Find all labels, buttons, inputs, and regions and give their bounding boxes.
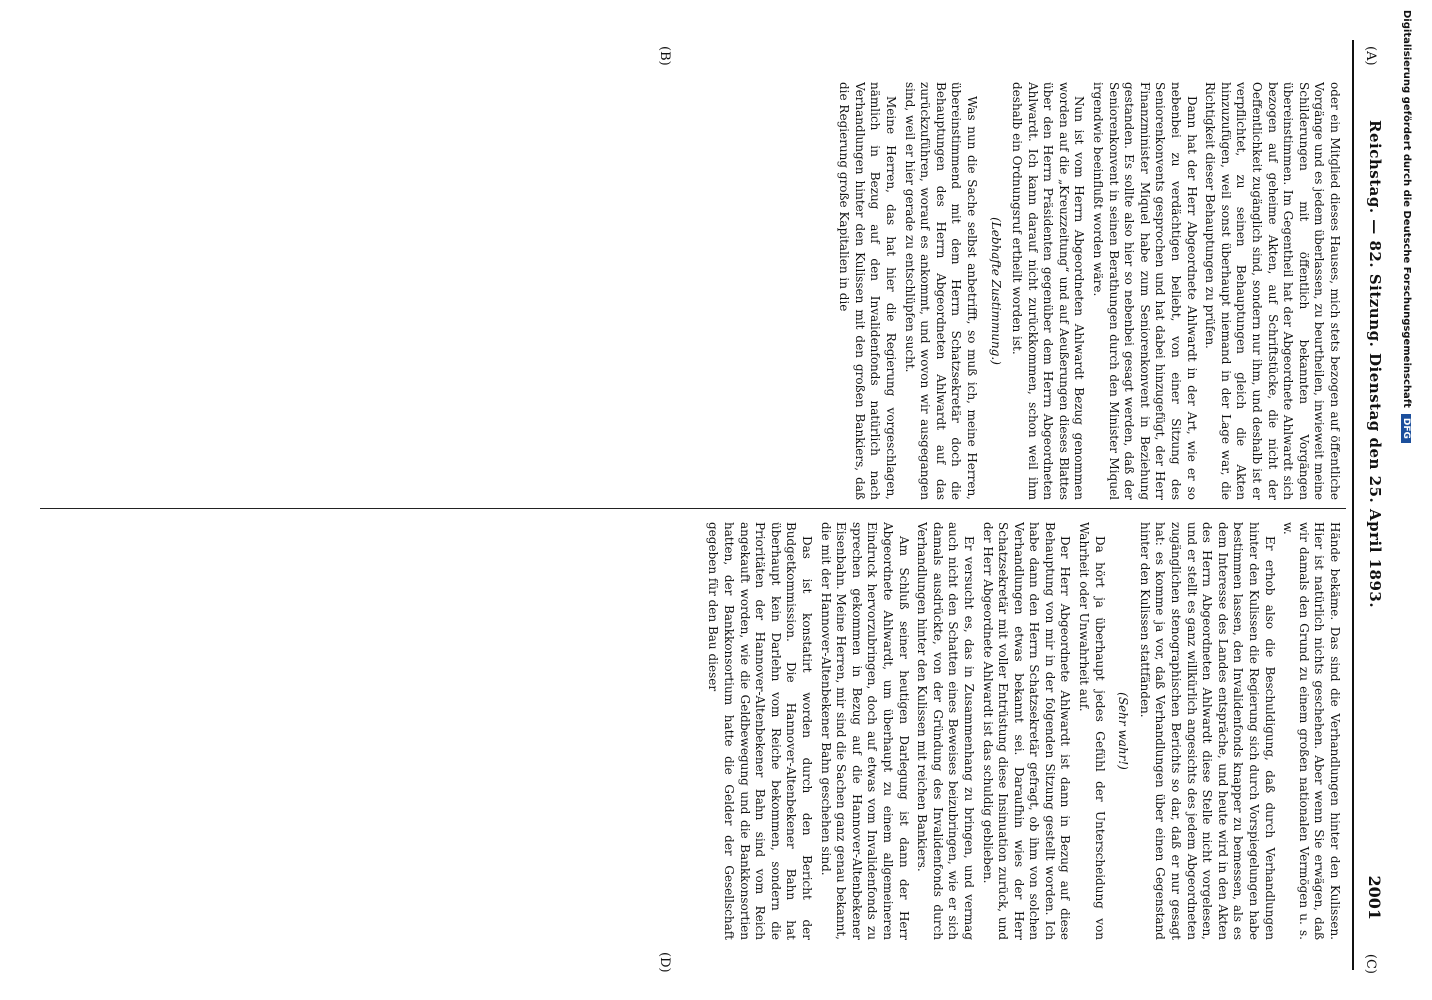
paragraph: Nun ist vom Herrn Abgeordneten Ahlwardt Bezug genommen worden auf die „Kreuzzeitung“ und auf Aeußerungen dieses Blattes über den Herrn Präsidenten gegenüber dem Herrn Abgeordneten Ahlwardt. Ich kann darauf nicht zurückkommen, schon weil ihm deshalb ein Ordnungsruf ertheilt worden ist. [1010,82,1087,500]
dfg-logo: DFG [1401,414,1411,443]
page-title: Reichstag. — 82. Sitzung. Dienstag den 25. April 1893. [1366,120,1384,609]
paragraph: Das ist konstatirt worden durch den Bericht der Budgetkommission. Die Hannover-Altenbekener Bahn hat überhaupt kein Darlehn vom Reiche bekommen, sondern die Prioritäten der Hannover-Altenbekener Bahn sind vom Reich angekauft worden, wie die Geldbewegung und die Bankkonsortien hatten, der Bankkonsortium hatte die Gelder der Gesellschaft gegeben für den Bau dieser [706,522,814,940]
credit-text: Digitalisierung gefördert durch die Deutsche Forschungsgemeinschaft [1401,10,1412,408]
left-text-column [42,82,1342,500]
margin-marker-d: (D) [657,952,672,973]
paragraph: Er versucht es, das in Zusammenhang zu bringen, und vermag auch nicht den Schatten eines Beweises beizubringen, wie er sich damals ausdrückte, von der Gründung des Invalidenfonds durch Verhandlungen hinter den Kulissen mit reichen Bankiers. [915,522,976,940]
paragraph: oder ein Mitglied dieses Hauses, mich stets bezogen auf öffentliche Vorgänge und es jedem überlassen, zu beurtheilen, inwieweit meine Schilderungen mit öffentlich bekannten Vorgängen übereinstimmen. Im Gegentheil hat der Abgeordnete Ahlwardt sich bezogen auf geheime Akten, auf Schriftstücke, die nicht der Oeffentlichkeit zugänglich sind, sondern nur ihm, und deshalb ist er verpflichtet, zu seinen Behauptungen gleich die Akten hinzuzufügen, weil sonst überhaupt niemand in der Lage war, die Richtigkeit dieser Behauptungen zu prüfen. [1203,82,1342,500]
margin-marker-a: (A) [1363,46,1378,66]
header-rule [1352,40,1354,970]
paragraph: Was nun die Sache selbst anbetrifft, so muß ich, meine Herren, übereinstimmend mit dem Herrn Schatzsekretär doch die Behauptungen des Herrn Abgeordneten Ahlwardt auf das zurückzuführen, worauf es ankommt, und wovon wir ausgegangen sind, weil er hier gerade zu entschlüpfen sucht. [902,82,979,500]
page-header [1358,40,1388,980]
paragraph: Der Herr Abgeordnete Ahlwardt ist dann in Bezug auf diese Behauptung von mir in der folgenden Sitzung gestellt worden. Ich habe dann den Herrn Schatzsekretär gefragt, ob ihm von solchen Verhandlungen etwas bekannt sei. Daraufhin wies der Herr Schatzsekretär mit voller Entrüstung diese Insinuation zurück, und der Herr Abgeordnete Ahlwardt ist das schuldig geblieben. [980,522,1073,940]
paragraph: Dann hat der Herr Abgeordnete Ahlwardt in der Art, wie er so nebenbei zu verdächtigen beliebt, von einer Sitzung des Seniorenkonvents gesprochen und hat dabei hinzugefügt, der Herr Finanzminister Miquel habe zum Seniorenkonvent in Beziehung gestanden. Es sollte also hier so nebenbei gesagt werden, daß der Seniorenkonvent in seinen Berathungen durch den Minister Miquel irgendwie beeinflußt worden wäre. [1091,82,1199,500]
margin-marker-c: (C) [1363,953,1378,974]
paragraph: Meine Herren, das hat hier die Regierung vorgeschlagen, nämlich in Bezug auf den Invalidenfonds natürlich nach Verhandlungen hinter den Kulissen mit den großen Bankiers, daß die Regierung große Kapitalien in die [837,82,898,500]
paragraph: Da hört ja überhaupt jedes Gefühl der Unterscheidung von Wahrheit oder Unwahrheit auf. [1077,522,1107,940]
paragraph: Am Schluß seiner heutigen Darlegung ist dann der Herr Abgeordnete Ahlwardt, um überhaupt zu einem allgemeineren Eindruck hervorzubringen, doch auf etwas vom Invalidenfonds zu sprechen gekommen in Bezug auf die Hannover-Altenbekener Eisenbahn. Meine Herren, mir sind die Sachen ganz genau bekannt, die mit der Hannover-Altenbekener Bahn geschehen sind. [818,522,911,940]
margin-marker-b: (B) [657,46,672,66]
column-divider [40,508,1346,509]
paragraph: Er erhob also die Beschuldigung, daß durch Verhandlungen hinter den Kulissen die Regierung sich durch Vorspiegelungen habe bestimmen lassen, den Invalidenfonds knapper zu bemessen, als es dem Interesse des Landes entspräche, und heute wird in den Akten des Herrn Abgeordneten Ahlwardt diese Stelle nicht vorgelesen, und er stellt es ganz willkürlich angesichts des jedem Abgeordneten zugänglichen stenographischen Berichts so dar, daß er nur gesagt hat: es komme ja vor, daß Verhandlungen über einen Gegenstand hinter den Kulissen stattfänden. [1137,522,1277,940]
interjection: (Sehr wahr!) [1116,692,1131,770]
right-text-column [42,522,1342,940]
interjection: (Lebhafte Zustimmung.) [988,217,1003,365]
page-number: 2001 [1365,875,1384,920]
paragraph: Hände bekäme. Das sind die Verhandlungen hinter den Kulissen. Hier ist natürlich nichts geschehen. Aber wenn Sie erwägen, daß wir damals den Grund zu einem großen nationalen Vermögen u. s. w. [1281,522,1342,940]
